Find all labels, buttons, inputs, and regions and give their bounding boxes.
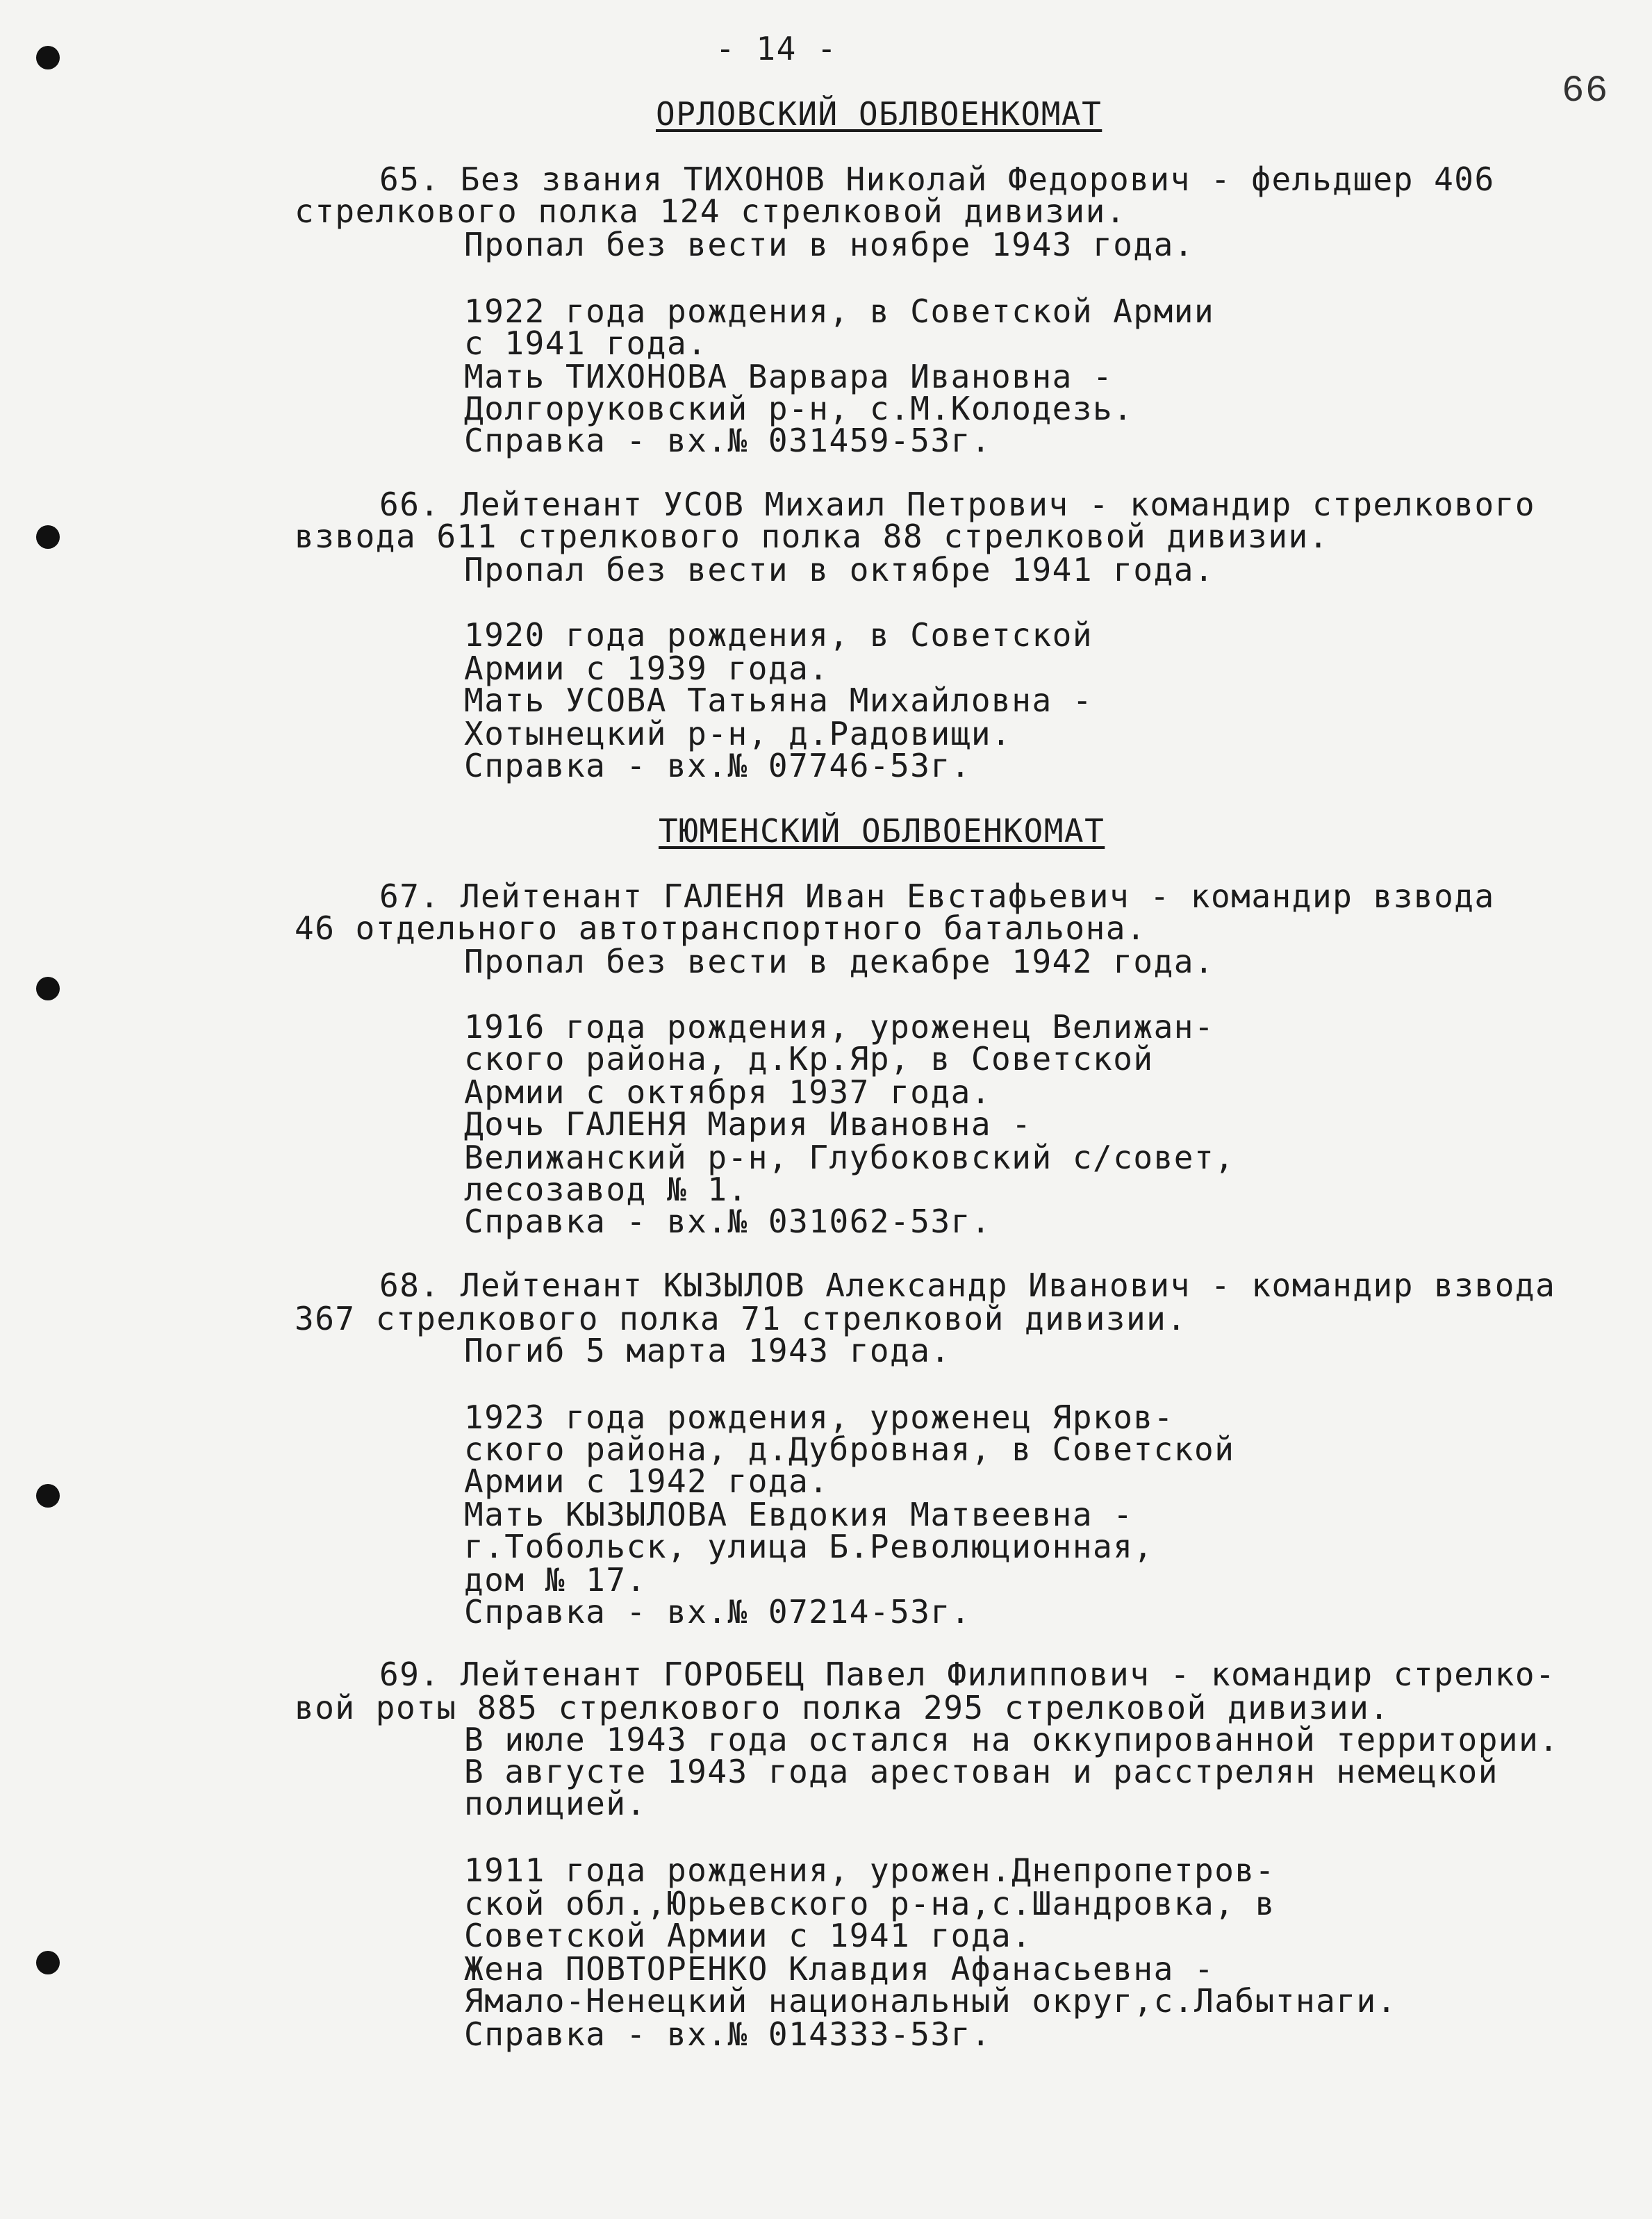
- entry-line: вой роты 885 стрелкового полка 295 стрелковой дивизии.: [295, 1689, 1390, 1726]
- entry-line: стрелкового полка 124 стрелковой дивизии.: [295, 192, 1126, 230]
- entry-detail: 1923 года рождения, уроженец Ярков-: [464, 1399, 1174, 1436]
- entry-detail: Мать УСОВА Татьяна Михайловна -: [464, 682, 1093, 719]
- section-heading: ОРЛОВСКИЙ ОБЛВОЕНКОМАТ: [656, 95, 1102, 133]
- entry-detail: ской обл.,Юрьевского р-на,с.Шандровка, в: [464, 1885, 1275, 1922]
- entry-detail: Долгоруковский р-н, с.М.Колодезь.: [464, 390, 1134, 427]
- entry-line: Пропал без вести в декабре 1942 года.: [464, 943, 1215, 980]
- binder-hole: [36, 1951, 60, 1974]
- entry-detail: Жена ПОВТОРЕНКО Клавдия Афанасьевна -: [464, 1950, 1215, 1988]
- entry-line: Пропал без вести в октябре 1941 года.: [464, 551, 1215, 588]
- entry-detail: Советской Армии с 1941 года.: [464, 1917, 1032, 1954]
- entry-line: взвода 611 стрелкового полка 88 стрелковой дивизии.: [295, 518, 1329, 555]
- binder-hole: [36, 1484, 60, 1508]
- section-heading: ТЮМЕНСКИЙ ОБЛВОЕНКОМАТ: [659, 812, 1105, 850]
- entry-detail: 1911 года рождения, урожен.Днепропетров-: [464, 1851, 1275, 1889]
- entry-line: 69. Лейтенант ГОРОБЕЦ Павел Филиппович - командир стрелко-: [379, 1656, 1556, 1693]
- entry-detail: Ямало-Ненецкий национальный округ,с.Лабытнаги.: [464, 1982, 1397, 2020]
- entry-line: Погиб 5 марта 1943 года.: [464, 1332, 951, 1369]
- entry-detail: Справка - вх.№ 031062-53г.: [464, 1203, 992, 1240]
- entry-line: 46 отдельного автотранспортного батальона.: [295, 909, 1147, 947]
- entry-detail: Велижанский р-н, Глубоковский с/совет,: [464, 1139, 1235, 1176]
- entry-line: 67. Лейтенант ГАЛЕНЯ Иван Евстафьевич - командир взвода: [379, 877, 1495, 915]
- page-number: - 14 -: [716, 30, 838, 67]
- entry-detail: ского района, д.Дубровная, в Советской: [464, 1430, 1235, 1468]
- entry-detail: Мать ТИХОНОВА Варвара Ивановна -: [464, 358, 1114, 395]
- binder-hole: [36, 46, 60, 69]
- entry-detail: с 1941 года.: [464, 324, 708, 362]
- entry-detail: Дочь ГАЛЕНЯ Мария Ивановна -: [464, 1105, 1032, 1143]
- binder-hole: [36, 977, 60, 1000]
- entry-detail: Справка - вх.№ 07214-53г.: [464, 1593, 971, 1631]
- entry-line: 66. Лейтенант УСОВ Михаил Петрович - командир стрелкового: [379, 486, 1536, 523]
- binder-hole: [36, 525, 60, 549]
- entry-detail: Справка - вх.№ 014333-53г.: [464, 2015, 992, 2053]
- entry-line: Пропал без вести в ноябре 1943 года.: [464, 226, 1194, 263]
- entry-detail: Армии с 1942 года.: [464, 1462, 829, 1500]
- entry-detail: г.Тобольск, улица Б.Революционная,: [464, 1528, 1154, 1565]
- entry-line: полицией.: [464, 1785, 647, 1822]
- entry-detail: Армии с 1939 года.: [464, 650, 829, 687]
- entry-detail: дом № 17.: [464, 1561, 647, 1599]
- entry-detail: Справка - вх.№ 031459-53г.: [464, 422, 992, 459]
- entry-detail: 1920 года рождения, в Советской: [464, 616, 1093, 654]
- entry-line: 367 стрелкового полка 71 стрелковой дивизии.: [295, 1300, 1187, 1337]
- entry-line: В июле 1943 года остался на оккупированной территории.: [464, 1721, 1560, 1758]
- entry-detail: 1916 года рождения, уроженец Велижан-: [464, 1008, 1215, 1046]
- entry-line: В августе 1943 года арестован и расстрелян немецкой: [464, 1753, 1498, 1790]
- entry-detail: 1922 года рождения, в Советской Армии: [464, 292, 1215, 330]
- entry-detail: Справка - вх.№ 07746-53г.: [464, 747, 971, 784]
- entry-line: 68. Лейтенант КЫЗЫЛОВ Александр Иванович - командир взвода: [379, 1267, 1556, 1304]
- entry-detail: Хотынецкий р-н, д.Радовищи.: [464, 715, 1012, 752]
- entry-line: 65. Без звания ТИХОНОВ Николай Федорович - фельдшер 406: [379, 160, 1495, 198]
- entry-detail: Мать КЫЗЫЛОВА Евдокия Матвеевна -: [464, 1496, 1134, 1533]
- entry-detail: лесозавод № 1.: [464, 1171, 748, 1208]
- folio-number: 66: [1562, 70, 1609, 113]
- entry-detail: ского района, д.Кр.Яр, в Советской: [464, 1040, 1154, 1078]
- entry-detail: Армии с октября 1937 года.: [464, 1073, 992, 1111]
